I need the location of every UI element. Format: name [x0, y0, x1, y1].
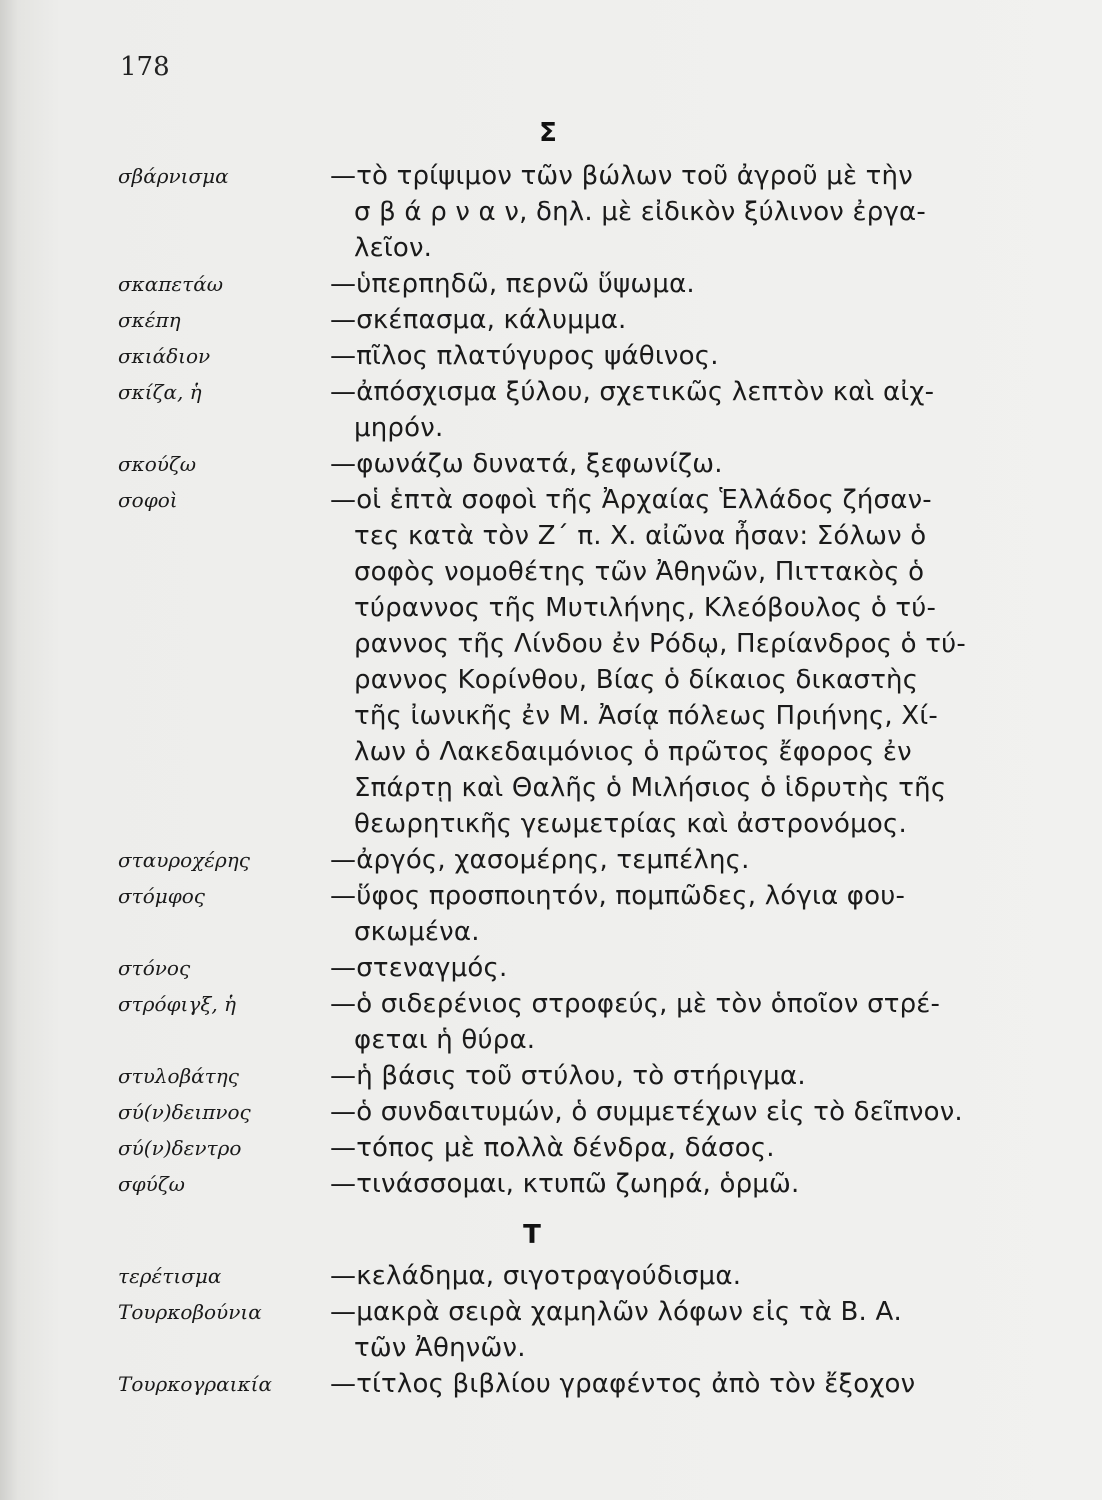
entry-definition: [330, 950, 507, 986]
entry-term: σκέπη: [118, 308, 181, 332]
entry-term: στόμφος: [118, 884, 206, 908]
definition-line: —ἡ βάσις τοῦ στύλου, τὸ στήριγμα.: [330, 1061, 806, 1091]
entry-definition: [330, 1130, 775, 1166]
definition-line: σοφὸς νομοθέτης τῶν Ἀθηνῶν, Πιττακὸς ὁ: [354, 557, 925, 587]
entry-term: σκίζα, ἡ: [118, 380, 202, 404]
entry-term: σύ(ν)δεντρο: [118, 1136, 242, 1160]
entry-term: σταυροχέρης: [118, 848, 250, 872]
definition-line: ραννος Κορίνθου, Βίας ὁ δίκαιος δικαστὴς: [354, 665, 919, 695]
entry-definition: [330, 482, 966, 842]
entry-term: σκούζω: [118, 452, 197, 476]
entry-definition: [330, 158, 926, 266]
definition-line: θεωρητικῆς γεωμετρίας καὶ ἀστρονόμος.: [354, 809, 907, 839]
entry-term: Τουρκοβούνια: [118, 1300, 262, 1324]
definition-line: ραννος τῆς Λίνδου ἐν Ρόδῳ, Περίανδρος ὁ τύ-: [354, 629, 966, 659]
definition-line: τες κατὰ τὸν Ζ΄ π. Χ. αἰῶνα ἦσαν: Σόλων ὁ: [354, 521, 927, 551]
entry-definition: [330, 986, 940, 1058]
entry-term: στυλοβάτης: [118, 1064, 239, 1088]
entry-definition: [330, 1366, 915, 1402]
entry-term: σοφοὶ: [118, 488, 178, 512]
definition-line: —ὁ σιδερένιος στροφεύς, μὲ τὸν ὁποῖον στρέ-: [330, 989, 941, 1019]
definition-line: τύραννος τῆς Μυτιλήνης, Κλεόβουλος ὁ τύ-: [354, 593, 937, 623]
definition-line: —τὸ τρίψιμον τῶν βώλων τοῦ ἀγροῦ μὲ τὴν: [330, 161, 913, 191]
section-letter-sigma: Σ: [539, 118, 557, 148]
definition-line: —τόπος μὲ πολλὰ δένδρα, δάσος.: [330, 1133, 775, 1163]
definition-line: —ἀργός, χασομέρης, τεμπέλης.: [330, 845, 750, 875]
definition-line: —ὑπερπηδῶ, περνῶ ὕψωμα.: [330, 269, 695, 299]
definition-line: λων ὁ Λακεδαιμόνιος ὁ πρῶτος ἔφορος ἐν: [354, 737, 912, 767]
entry-term: σφύζω: [118, 1172, 185, 1196]
definition-line: μηρόν.: [354, 413, 444, 443]
entry-definition: [330, 1294, 902, 1366]
entry-definition: [330, 302, 627, 338]
entry-definition: [330, 1058, 806, 1094]
definition-line: λεῖον.: [354, 233, 433, 263]
entry-term: στόνος: [118, 956, 191, 980]
definition-line: —τίτλος βιβλίου γραφέντος ἀπὸ τὸν ἔξοχον: [330, 1369, 916, 1399]
definition-line: φεται ἡ θύρα.: [354, 1025, 536, 1055]
page-number: 178: [120, 52, 170, 82]
entry-term: σβάρνισμα: [118, 164, 229, 188]
entry-definition: [330, 1258, 741, 1294]
entry-definition: [330, 266, 695, 302]
entry-definition: [330, 1166, 799, 1202]
definition-line: Σπάρτῃ καὶ Θαλῆς ὁ Μιλήσιος ὁ ἱδρυτὴς τῆς: [354, 773, 947, 803]
entry-term: σκιάδιον: [118, 344, 211, 368]
definition-line: —πῖλος πλατύγυρος ψάθινος.: [330, 341, 719, 371]
entry-definition: [330, 842, 750, 878]
entry-definition: [330, 338, 719, 374]
entry-term: τερέτισμα: [118, 1264, 222, 1288]
definition-line: —μακρὰ σειρὰ χαμηλῶν λόφων εἰς τὰ Β. Α.: [330, 1297, 902, 1327]
entry-definition: [330, 878, 905, 950]
section-letter-tau: Τ: [523, 1220, 541, 1250]
definition-line: —ὕφος προσποιητόν, πομπῶδες, λόγια φου-: [330, 881, 906, 911]
entry-term: Τουρκογραικία: [118, 1372, 272, 1396]
entry-term: στρόφιγξ, ἡ: [118, 992, 237, 1016]
definition-line: τῆς ἰωνικῆς ἐν Μ. Ἀσίᾳ πόλεως Πριήνης, Χί-: [354, 701, 938, 731]
definition-line: —τινάσσομαι, κτυπῶ ζωηρά, ὁρμῶ.: [330, 1169, 800, 1199]
definition-line: —κελάδημα, σιγοτραγούδισμα.: [330, 1261, 742, 1291]
definition-line: —ὁ συνδαιτυμών, ὁ συμμετέχων εἰς τὸ δεῖπνον.: [330, 1097, 963, 1127]
definition-line: —φωνάζω δυνατά, ξεφωνίζω.: [330, 449, 723, 479]
definition-line: σ β ά ρ ν α ν, δηλ. μὲ εἰδικὸν ξύλινον ἐργα-: [354, 197, 926, 227]
definition-line: τῶν Ἀθηνῶν.: [354, 1333, 526, 1363]
entry-term: σκαπετάω: [118, 272, 224, 296]
definition-line: —ἀπόσχισμα ξύλου, σχετικῶς λεπτὸν καὶ αἰχ-: [330, 377, 935, 407]
entry-definition: [330, 1094, 963, 1130]
definition-line: —σκέπασμα, κάλυμμα.: [330, 305, 627, 335]
entry-definition: [330, 374, 934, 446]
definition-line: —οἱ ἑπτὰ σοφοὶ τῆς Ἀρχαίας Ἑλλάδος ζήσαν-: [330, 485, 932, 515]
definition-line: σκωμένα.: [354, 917, 480, 947]
definition-line: —στεναγμός.: [330, 953, 508, 983]
entry-term: σύ(ν)δειπνος: [118, 1100, 251, 1124]
entry-definition: [330, 446, 723, 482]
